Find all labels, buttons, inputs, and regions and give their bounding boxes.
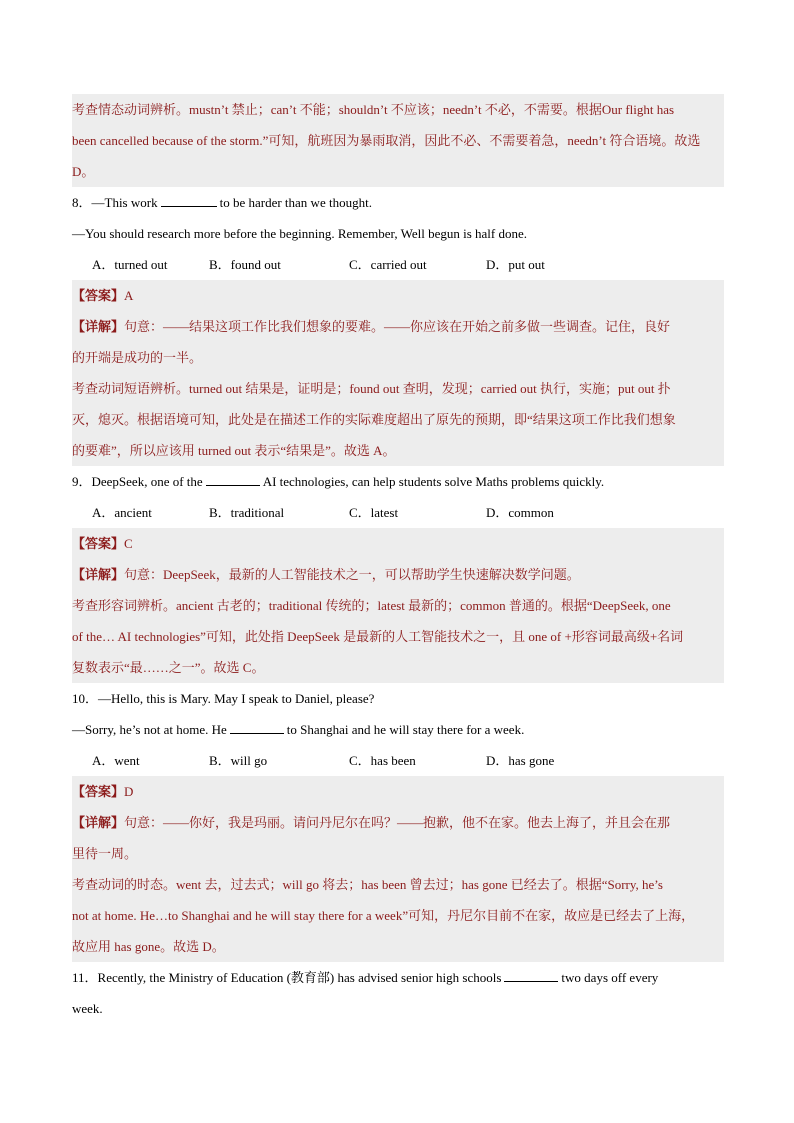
document-page: [72, 94, 724, 1024]
answer-label: 【答案】: [72, 288, 125, 303]
q7-analysis-line: D。: [72, 164, 95, 179]
question-stem: 10．—Hello, this is Mary. May I speak to Daniel, please?: [72, 691, 375, 706]
question-stem-line2: —Sorry, he’s not at home. He to Shanghai and he will stay there for a week.: [72, 722, 525, 737]
option-c: C．has been: [349, 753, 416, 768]
question-8: [72, 187, 724, 466]
option-b: B．found out: [209, 257, 281, 272]
answer-line: [72, 280, 724, 311]
option-c: C．latest: [349, 505, 399, 520]
analysis-line: 灭，熄灭。根据语境可知，此处是在描述工作的实际难度超出了原先的预期，即“结果这项工作比我们想象: [72, 412, 676, 427]
analysis-line: 故应用 has gone。故选 D。: [72, 939, 225, 954]
q7-analysis-line: 考查情态动词辨析。mustn’t 禁止；can’t 不能；shouldn’t 不应该；needn’t 不必，不需要。根据Our flight has: [72, 102, 675, 117]
answer-blank: [161, 205, 217, 207]
option-a: A．went: [92, 753, 140, 768]
options-row: [72, 249, 724, 280]
answer-block: [72, 280, 724, 466]
option-b: B．traditional: [209, 505, 285, 520]
q7-analysis-line: been cancelled because of the storm.”可知，航班因为暴雨取消，因此不必、不需要着急，needn’t 符合语境。故选: [72, 133, 701, 148]
question-10: [72, 683, 724, 962]
analysis-line: 复数表示“最……之一”。故选 C。: [72, 660, 265, 675]
answer-block: [72, 528, 724, 683]
answer-blank: [206, 484, 260, 486]
option-d: D．has gone: [486, 753, 555, 768]
question-stem: 11．Recently, the Ministry of Education (教育部) has advised senior high schools two days off every: [72, 970, 659, 985]
answer-line: [72, 528, 724, 559]
answer-blank: [504, 980, 558, 982]
option-a: A．turned out: [92, 257, 168, 272]
question-stem-line2: —You should research more before the beginning. Remember, Well begun is half done.: [72, 226, 528, 241]
option-d: D．put out: [486, 257, 545, 272]
option-a: A．ancient: [92, 505, 152, 520]
detail-line: 的开端是成功的一半。: [72, 350, 203, 365]
question-9: [72, 466, 724, 683]
answer-blank: [230, 732, 284, 734]
option-d: D．common: [486, 505, 554, 520]
detail-line: 【详解】句意：——你好，我是玛丽。请问丹尼尔在吗？——抱歉，他不在家。他去上海了，并且会在那: [72, 815, 671, 830]
detail-label: 【详解】: [72, 567, 125, 582]
answer-block: [72, 776, 724, 962]
question-stem-line2: week.: [72, 1001, 103, 1016]
option-b: B．will go: [209, 753, 268, 768]
analysis-line: 考查动词短语辨析。turned out 结果是，证明是；found out 查明，发现；carried out 执行，实施；put out 扑: [72, 381, 671, 396]
answer-value: A: [124, 288, 134, 303]
question-11: [72, 962, 724, 1024]
question-stem: 9．DeepSeek, one of the AI technologies, can help students solve Maths problems quickly.: [72, 474, 605, 489]
analysis-line: of the… AI technologies”可知，此处指 DeepSeek 是最新的人工智能技术之一，且 one of +形容词最高级+名词: [72, 629, 684, 644]
answer-line: [72, 776, 724, 807]
options-row: [72, 497, 724, 528]
analysis-line: not at home. He…to Shanghai and he will stay there for a week”可知，丹尼尔目前不在家，故应是已经去了上海，: [72, 908, 695, 923]
options-row: [72, 745, 724, 776]
detail-line: 【详解】句意：DeepSeek，最新的人工智能技术之一，可以帮助学生快速解决数学问题。: [72, 567, 580, 582]
analysis-line: 考查动词的时态。went 去，过去式；will go 将去；has been 曾去过；has gone 已经去了。根据“Sorry, he’s: [72, 877, 663, 892]
analysis-line: 考查形容词辨析。ancient 古老的；traditional 传统的；latest 最新的；common 普通的。根据“DeepSeek, one: [72, 598, 671, 613]
question-stem: 8．—This work to be harder than we thought.: [72, 195, 372, 210]
answer-label: 【答案】: [72, 784, 125, 799]
analysis-line: 的要难”，所以应该用 turned out 表示“结果是”。故选 A。: [72, 443, 396, 458]
detail-label: 【详解】: [72, 319, 125, 334]
detail-line: 里待一周。: [72, 846, 138, 861]
detail-line: 【详解】句意：——结果这项工作比我们想象的要难。——你应该在开始之前多做一些调查。记住，良好: [72, 319, 671, 334]
answer-label: 【答案】: [72, 536, 125, 551]
answer-value: D: [124, 784, 134, 799]
q7-explanation-block: [72, 94, 724, 187]
answer-value: C: [124, 536, 133, 551]
detail-label: 【详解】: [72, 815, 125, 830]
option-c: C．carried out: [349, 257, 427, 272]
